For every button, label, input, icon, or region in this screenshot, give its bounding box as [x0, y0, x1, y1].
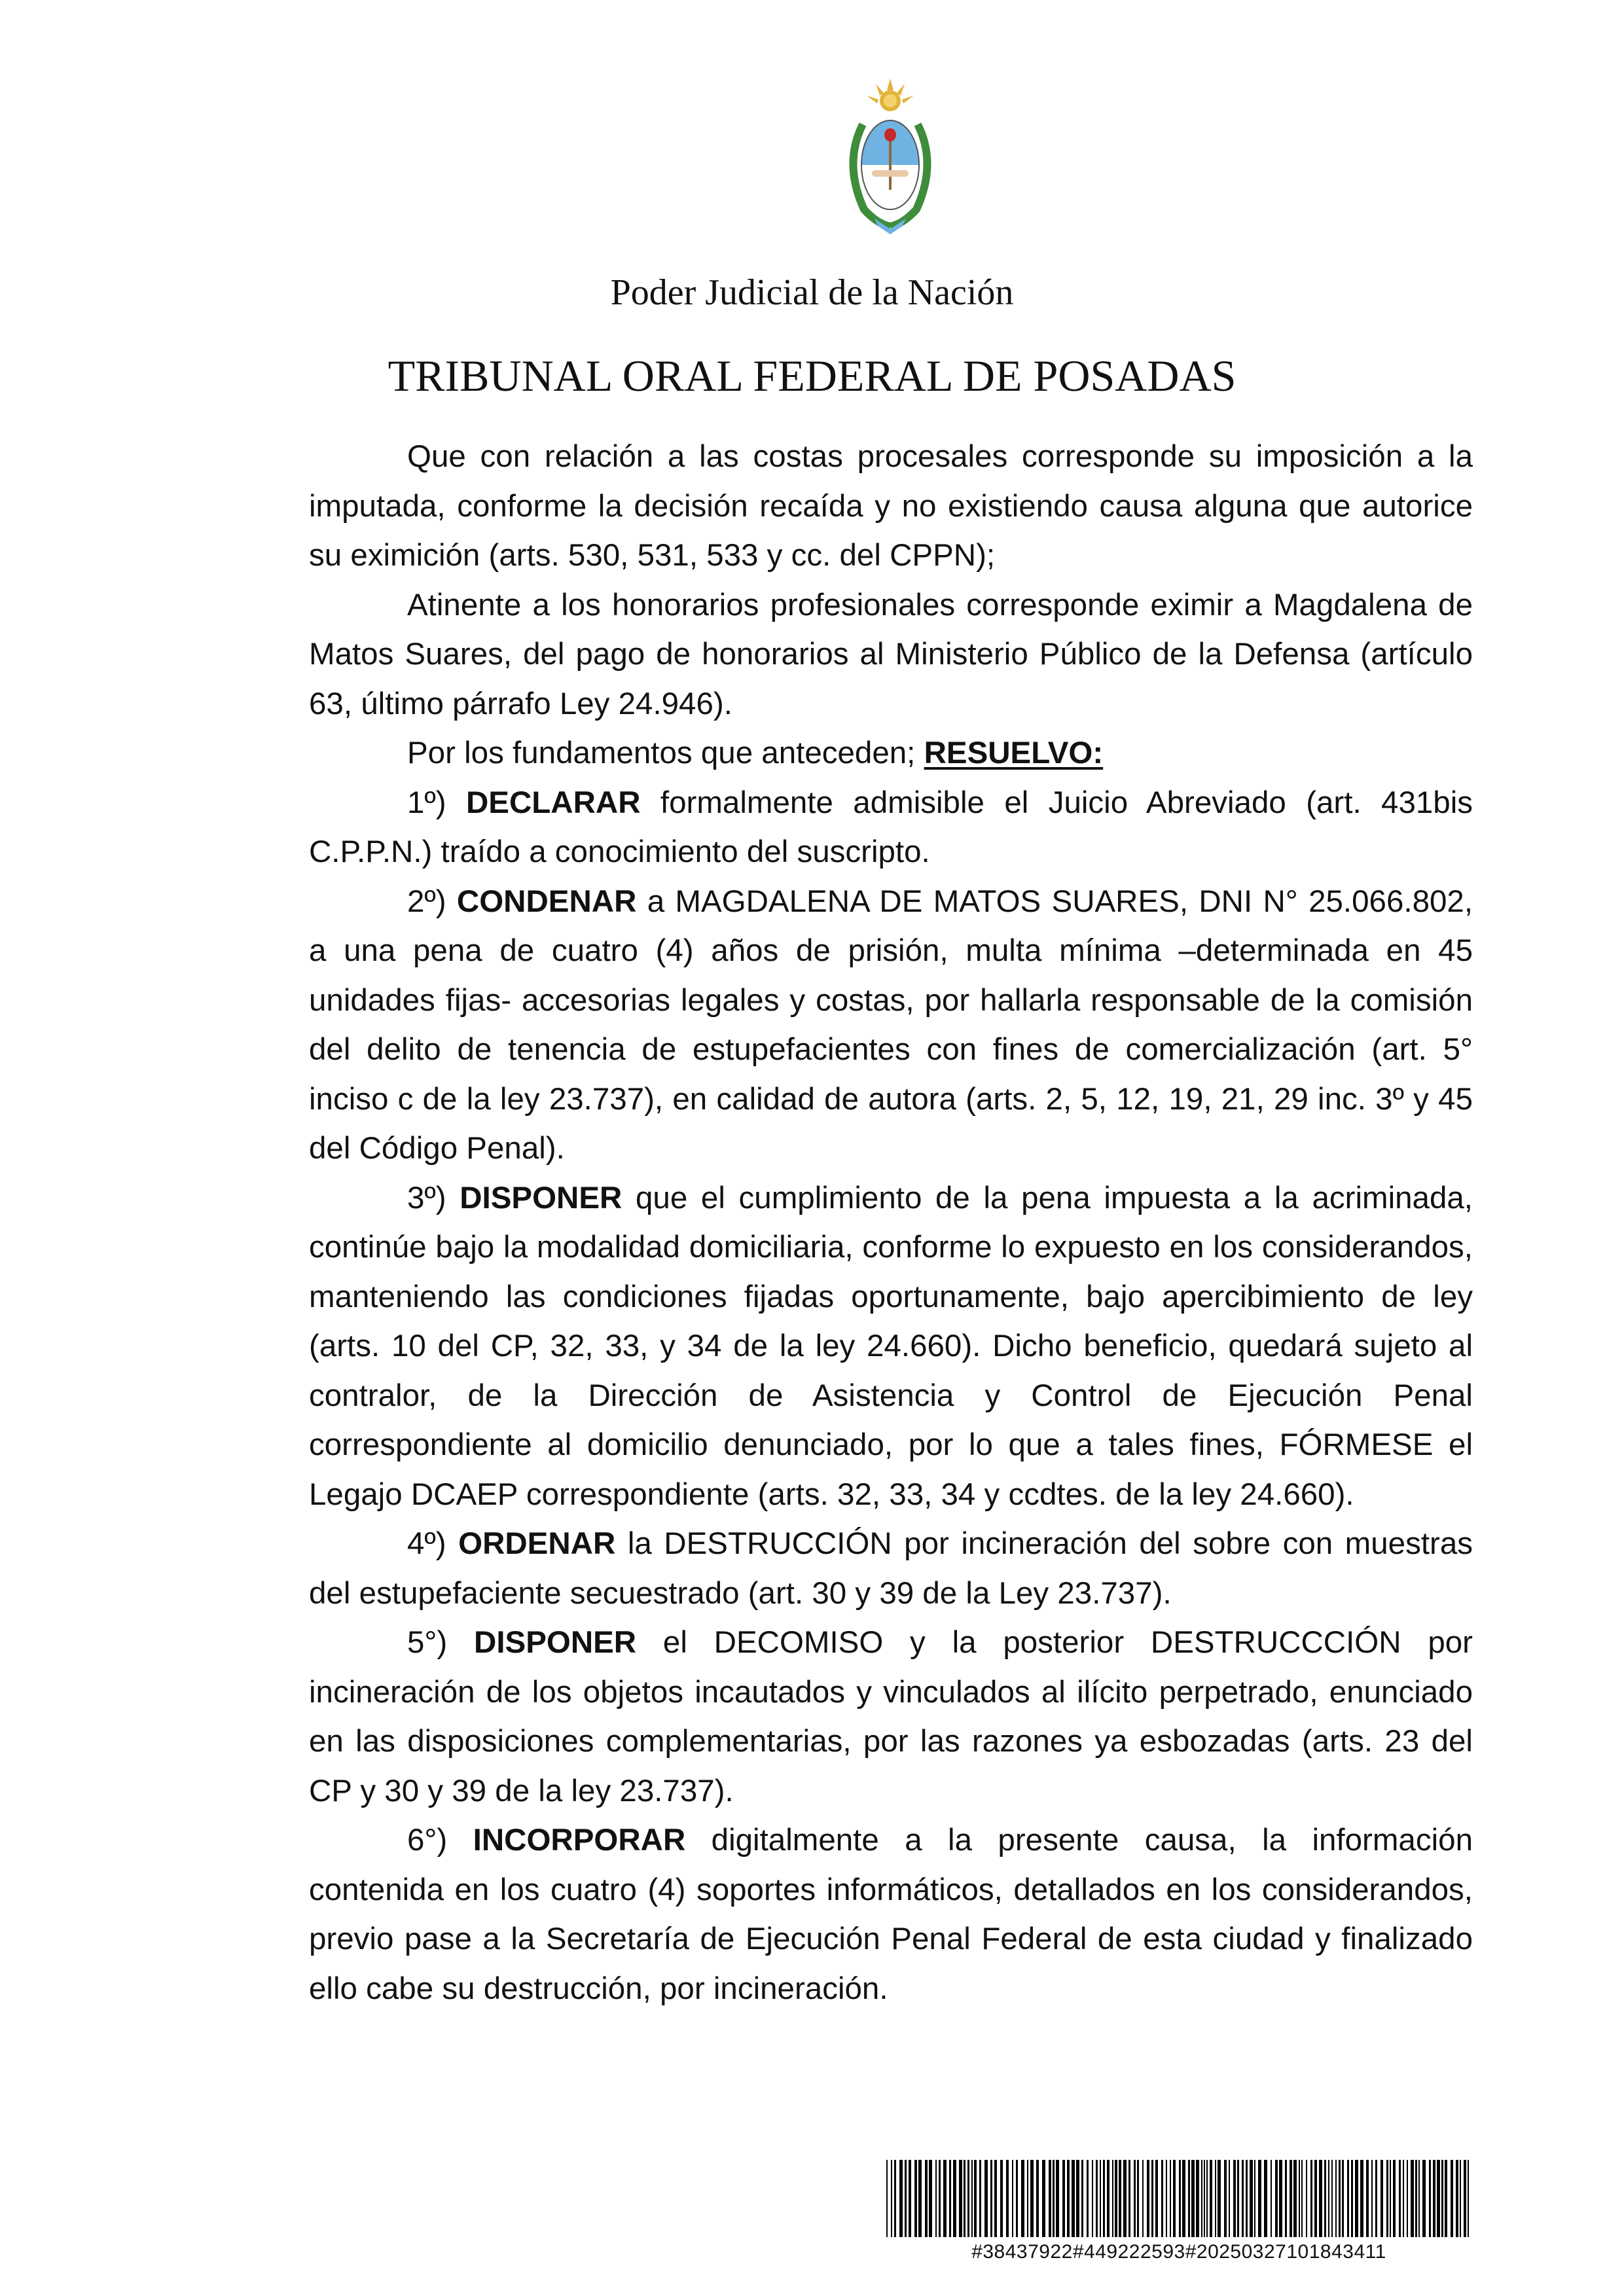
- barcode-bar: [1081, 2160, 1083, 2237]
- barcode-bar: [1006, 2160, 1009, 2237]
- resolution-item-5: 5°) DISPONER el DECOMISO y la posterior DESTRUCCCIÓN por incineración de los objetos incautados y vinculados al ilícito perpetrado, enunciado en las disposiciones complementarias, por las razones ya esbozadas (arts. 23 del CP y 30 y 39 de la ley 23.737).: [309, 1625, 1473, 1808]
- barcode-bar: [929, 2160, 932, 2237]
- barcode-bar: [1062, 2160, 1065, 2237]
- barcode-bar: [1275, 2160, 1278, 2237]
- barcode-bar: [1012, 2160, 1013, 2237]
- barcode-bar: [1107, 2160, 1110, 2237]
- barcode-bar: [1375, 2160, 1377, 2237]
- barcode-bar: [1299, 2160, 1300, 2237]
- barcode-bar: [1250, 2160, 1253, 2237]
- barcode-bar: [1021, 2160, 1024, 2237]
- barcode-bar: [1147, 2160, 1149, 2237]
- barcode-bar: [1415, 2160, 1417, 2237]
- barcode-bar: [984, 2160, 988, 2237]
- barcode-bar: [1233, 2160, 1236, 2237]
- paragraph-costs: Que con relación a las costas procesales corresponde su imposición a la imputada, conforme la decisión recaída y no existiendo causa alguna que autorice su eximición (arts. 530, 531, 533 y cc. del CPPN);: [309, 439, 1473, 573]
- barcode-bar: [1290, 2160, 1292, 2237]
- barcode-bar: [1460, 2160, 1461, 2237]
- resolution-item-1: 1º) DECLARAR formalmente admisible el Juicio Abreviado (art. 431bis C.P.P.N.) traído a conocimiento del suscripto.: [309, 785, 1473, 869]
- barcode-bar: [1390, 2160, 1391, 2237]
- resolution-item-3: 3º) DISPONER que el cumplimiento de la pena impuesta a la acriminada, continúe bajo la modalidad domiciliaria, conforme lo expuesto en los considerandos, manteniendo las condiciones fijadas oportunamente, bajo apercibimiento de ley (arts. 10 del CP, 32, 33, y 34 de la ley 24.660). Dicho beneficio, quedará sujeto al contralor, de la Dirección de Asistencia y Control de Ejecución Penal correspondiente al domicilio denunciado, por lo que a tales fines, FÓRMESE el Legajo DCAEP correspondiente (arts. 32, 33, 34 y ccdtes. de la ley 24.660).: [309, 1180, 1473, 1512]
- barcode-bar: [1191, 2160, 1195, 2237]
- barcode-bar: [918, 2160, 922, 2237]
- barcode-bar: [925, 2160, 928, 2237]
- barcode-bar: [1027, 2160, 1028, 2237]
- barcode-bar: [1179, 2160, 1181, 2237]
- paragraph-resolution-intro: Por los fundamentos que anteceden; RESUELVO:: [407, 736, 1104, 770]
- barcode-bar: [1072, 2160, 1075, 2237]
- barcode-bar: [1210, 2160, 1212, 2237]
- barcode-bar: [1103, 2160, 1105, 2237]
- barcode-bar: [1128, 2160, 1130, 2237]
- barcode-text: #38437922#449222593#20250327101843411: [971, 2241, 1386, 2263]
- barcode-bar: [1301, 2160, 1303, 2237]
- barcode-bar: [971, 2160, 973, 2237]
- barcode-bar: [1224, 2160, 1227, 2237]
- barcode-bar: [891, 2160, 892, 2237]
- barcode-bar: [1433, 2160, 1435, 2237]
- barcode-bar: [1134, 2160, 1136, 2237]
- tribunal-heading: TRIBUNAL ORAL FEDERAL DE POSADAS: [388, 351, 1236, 401]
- barcode-bar: [967, 2160, 969, 2237]
- barcode-bar: [1399, 2160, 1401, 2237]
- barcode-bar: [1206, 2160, 1208, 2237]
- barcode-bar: [1092, 2160, 1093, 2237]
- barcode-bar: [905, 2160, 907, 2237]
- resolution-item-6: 6°) INCORPORAR digitalmente a la presente causa, la información contenida en los cuatro (4) soportes informáticos, detallados en los considerandos, previo pase a la Secretaría de Ejecución Penal Federal de esta ciudad y finalizado ello cabe su destrucción, por incineración.: [309, 1823, 1473, 2006]
- barcode-bar: [914, 2160, 917, 2237]
- resolution-item-4: 4º) ORDENAR la DESTRUCCIÓN por incineración del sobre con muestras del estupefaciente secuestrado (art. 30 y 39 de la Ley 23.737).: [309, 1526, 1473, 1611]
- barcode-bar: [909, 2160, 911, 2237]
- barcode-bar: [1335, 2160, 1337, 2237]
- barcode-bar: [1087, 2160, 1089, 2237]
- barcode-bar: [1067, 2160, 1070, 2237]
- barcode-bar: [1123, 2160, 1127, 2237]
- barcode-bar: [1351, 2160, 1353, 2237]
- barcode-bar: [1173, 2160, 1176, 2237]
- barcode-bar: [1328, 2160, 1329, 2237]
- barcode-bar: [1393, 2160, 1396, 2237]
- barcode-bar: [1360, 2160, 1363, 2237]
- barcode-bar: [994, 2160, 997, 2237]
- barcode-bar: [1161, 2160, 1163, 2237]
- barcode-bar: [1285, 2160, 1287, 2237]
- barcode-bar: [1429, 2160, 1431, 2237]
- barcode-bar: [1188, 2160, 1190, 2237]
- barcode-bar: [1386, 2160, 1388, 2237]
- barcode-bar: [1016, 2160, 1018, 2237]
- barcode-bar: [1437, 2160, 1440, 2237]
- barcode-bar: [1445, 2160, 1447, 2237]
- argentina-coat-of-arms-icon: [838, 79, 943, 236]
- barcode-bar: [979, 2160, 981, 2237]
- barcode-bar: [1042, 2160, 1045, 2237]
- barcode-bar: [1451, 2160, 1453, 2237]
- barcode-bar: [1204, 2160, 1205, 2237]
- barcode-bar: [949, 2160, 951, 2237]
- barcode-bar: [1155, 2160, 1158, 2237]
- barcode-bar: [894, 2160, 896, 2237]
- barcode-bar: [1246, 2160, 1248, 2237]
- barcode-bar: [886, 2160, 888, 2237]
- barcode-bar: [1142, 2160, 1144, 2237]
- resolution-item-2: 2º) CONDENAR a MAGDALENA DE MATOS SUARES, DNI N° 25.066.802, a una pena de cuatro (4) años de prisión, multa mínima –determinada en 45 unidades fijas- accesorias legales y costas, por hallarla responsable de la comisión del delito de tenencia de estupefacientes con fines de comercialización (art. 5° inciso c de la ley 23.737), en calidad de autora (arts. 2, 5, 12, 19, 21, 29 inc. 3º y 45 del Código Penal).: [309, 884, 1473, 1166]
- barcode-bar: [1355, 2160, 1358, 2237]
- barcode-bar: [1119, 2160, 1121, 2237]
- barcode-bar: [1196, 2160, 1199, 2237]
- barcode-bar: [953, 2160, 956, 2237]
- barcode-bar: [1407, 2160, 1408, 2237]
- barcode-bar: [1422, 2160, 1426, 2237]
- barcode-bar: [1137, 2160, 1139, 2237]
- barcode-bar: [1310, 2160, 1312, 2237]
- barcode-bar: [1254, 2160, 1255, 2237]
- barcode-bar: [1112, 2160, 1113, 2237]
- barcode-bar: [1000, 2160, 1003, 2237]
- barcode-bar: [1380, 2160, 1383, 2237]
- barcode-bar: [964, 2160, 965, 2237]
- barcode-bar: [1403, 2160, 1404, 2237]
- barcode-bar: [1030, 2160, 1034, 2237]
- barcode-bar: [1182, 2160, 1185, 2237]
- barcode-bar: [1229, 2160, 1230, 2237]
- barcode-bar: [1115, 2160, 1117, 2237]
- barcode-bar: [1264, 2160, 1267, 2237]
- paragraph-fees: Atinente a los honorarios profesionales corresponde eximir a Magdalena de Matos Suares, del pago de honorarios al Ministerio Público de la Defensa (artículo 63, último párrafo Ley 24.946).: [309, 587, 1473, 721]
- barcode-bar: [1319, 2160, 1322, 2237]
- document-body: [309, 432, 1473, 2013]
- barcode-bar: [1441, 2160, 1443, 2237]
- barcode-bar: [943, 2160, 947, 2237]
- judicial-power-heading: Poder Judicial de la Nación: [610, 272, 1014, 313]
- barcode-bar: [1279, 2160, 1282, 2237]
- barcode-bar: [1324, 2160, 1326, 2237]
- barcode-bar: [1049, 2160, 1051, 2237]
- barcode-bar: [1271, 2160, 1272, 2237]
- barcode-bar: [1242, 2160, 1244, 2237]
- barcode-bar: [974, 2160, 977, 2237]
- barcode-bar: [1218, 2160, 1221, 2237]
- barcode-icon: [885, 2160, 1473, 2237]
- barcode-bar: [899, 2160, 903, 2237]
- barcode-bar: [990, 2160, 992, 2237]
- barcode-bar: [1468, 2160, 1469, 2237]
- barcode-bar: [1100, 2160, 1101, 2237]
- barcode-bar: [1056, 2160, 1059, 2237]
- barcode-bar: [1339, 2160, 1341, 2237]
- barcode-bar: [1418, 2160, 1420, 2237]
- barcode-bar: [1371, 2160, 1373, 2237]
- barcode-bar: [1053, 2160, 1055, 2237]
- barcode-bar: [1411, 2160, 1414, 2237]
- barcode-bar: [1166, 2160, 1167, 2237]
- barcode-bar: [1342, 2160, 1344, 2237]
- barcode-bar: [1076, 2160, 1079, 2237]
- barcode-bar: [1215, 2160, 1216, 2237]
- barcode-bar: [1456, 2160, 1458, 2237]
- barcode-bar: [1331, 2160, 1333, 2237]
- barcode-bar: [935, 2160, 937, 2237]
- barcode-bar: [1151, 2160, 1153, 2237]
- barcode-bar: [1201, 2160, 1202, 2237]
- barcode-bar: [1347, 2160, 1349, 2237]
- barcode-bar: [959, 2160, 962, 2237]
- barcode-bar: [1036, 2160, 1039, 2237]
- barcode-bar: [1096, 2160, 1098, 2237]
- barcode-bar: [1293, 2160, 1297, 2237]
- barcode-bar: [1366, 2160, 1369, 2237]
- barcode-bar: [1306, 2160, 1307, 2237]
- barcode-bar: [1170, 2160, 1171, 2237]
- barcode-bar: [1237, 2160, 1239, 2237]
- resolvo-label: RESUELVO:: [924, 736, 1104, 770]
- barcode-bar: [1258, 2160, 1261, 2237]
- barcode-bar: [1464, 2160, 1466, 2237]
- barcode-bar: [1314, 2160, 1317, 2237]
- barcode-bar: [939, 2160, 941, 2237]
